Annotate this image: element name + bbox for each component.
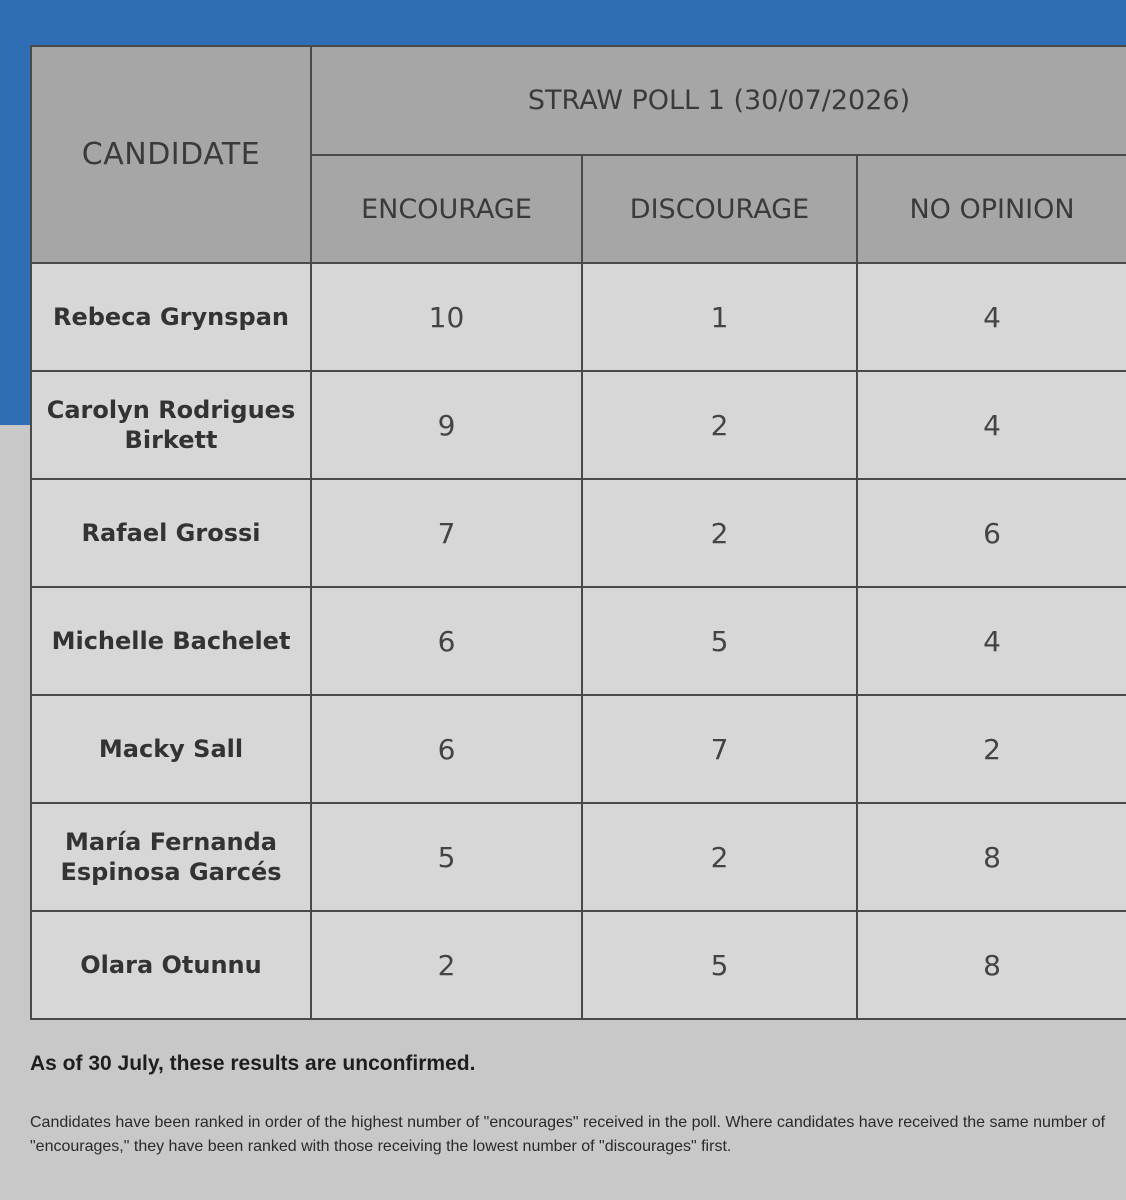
- candidate-name: Rafael Grossi: [31, 479, 311, 587]
- discourage-count: 1: [582, 263, 857, 371]
- candidate-name: María Fernanda Espinosa Garcés: [31, 803, 311, 911]
- discourage-count: 2: [582, 803, 857, 911]
- discourage-column-header: DISCOURAGE: [582, 155, 857, 263]
- table-row: [31, 587, 1126, 695]
- discourage-count: 7: [582, 695, 857, 803]
- encourage-count: 5: [311, 803, 582, 911]
- no-opinion-column-header: NO OPINION: [857, 155, 1126, 263]
- no-opinion-count: 4: [857, 263, 1126, 371]
- candidate-name: Macky Sall: [31, 695, 311, 803]
- table-row: [31, 263, 1126, 371]
- table-row: [31, 911, 1126, 1019]
- no-opinion-count: 2: [857, 695, 1126, 803]
- table-row: [31, 479, 1126, 587]
- discourage-count: 5: [582, 911, 857, 1019]
- no-opinion-count: 6: [857, 479, 1126, 587]
- straw-poll-table: [30, 45, 1126, 1020]
- encourage-count: 7: [311, 479, 582, 587]
- discourage-count: 2: [582, 371, 857, 479]
- no-opinion-count: 4: [857, 371, 1126, 479]
- encourage-count: 6: [311, 587, 582, 695]
- table-row: [31, 371, 1126, 479]
- candidate-name: Rebeca Grynspan: [31, 263, 311, 371]
- candidate-column-header: CANDIDATE: [31, 46, 311, 263]
- table-row: [31, 803, 1126, 911]
- encourage-column-header: ENCOURAGE: [311, 155, 582, 263]
- ranking-footnote: Candidates have been ranked in order of the highest number of "encourages" received in the poll. Where candidates have received the same number of "encourages," they have been ranked with those receiving the lowest number of "discourages" first.: [30, 1114, 1106, 1155]
- encourage-count: 2: [311, 911, 582, 1019]
- encourage-count: 10: [311, 263, 582, 371]
- discourage-count: 5: [582, 587, 857, 695]
- encourage-count: 9: [311, 371, 582, 479]
- candidate-name: Michelle Bachelet: [31, 587, 311, 695]
- table-row: [31, 695, 1126, 803]
- straw-poll-header: STRAW POLL 1 (30/07/2026): [311, 46, 1126, 155]
- no-opinion-count: 8: [857, 911, 1126, 1019]
- candidate-name: Olara Otunnu: [31, 911, 311, 1019]
- encourage-count: 6: [311, 695, 582, 803]
- candidate-name: Carolyn Rodrigues Birkett: [31, 371, 311, 479]
- unconfirmed-results-notice: As of 30 July, these results are unconfirmed.: [30, 1052, 476, 1075]
- discourage-count: 2: [582, 479, 857, 587]
- no-opinion-count: 8: [857, 803, 1126, 911]
- no-opinion-count: 4: [857, 587, 1126, 695]
